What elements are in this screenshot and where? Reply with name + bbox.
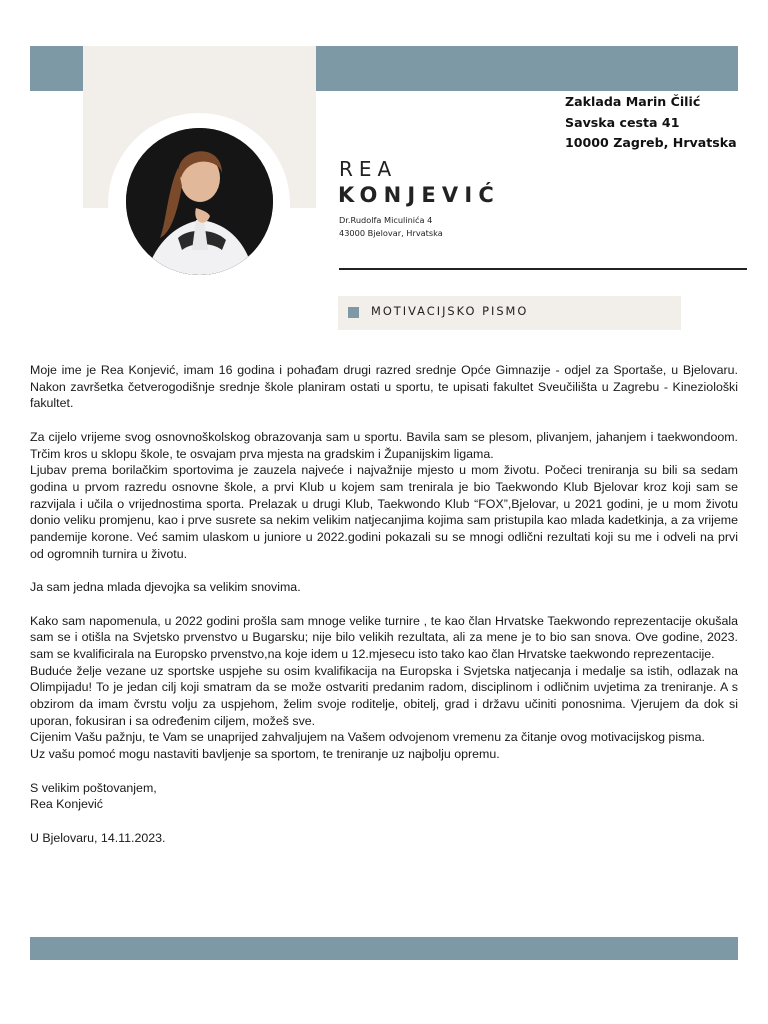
recipient-address bbox=[565, 92, 755, 154]
top-right-accent-bar bbox=[316, 46, 738, 91]
letter-body bbox=[30, 362, 738, 846]
recipient-name: Zaklada Marin Čilić bbox=[565, 94, 701, 109]
signature-name: Rea Konjević bbox=[30, 797, 104, 812]
sender-city: 43000 Bjelovar, Hrvatska bbox=[339, 227, 443, 238]
recipient-city: 10000 Zagreb, Hrvatska bbox=[565, 135, 737, 150]
profile-photo bbox=[126, 128, 273, 275]
recipient-street: Savska cesta 41 bbox=[565, 114, 680, 130]
sender-first-name: REA bbox=[339, 157, 398, 181]
sender-street: Dr.Rudolfa Miculinića 4 bbox=[339, 215, 433, 225]
section-heading-box bbox=[338, 296, 681, 330]
body-paragraph: Kako sam napomenula, u 2022 godini prošla sam mnoge velike turnire , te kao član Hrvatske Taekwondo reprezentacije okušala sam se i otišla na Svjetsko prvenstvo u Bugarsku; nije bilo velikih rezultata, ali za mene je to bio san snova. Ove godine, 2023. sam se kvalificirala na Europsko prvenstvo,na koje idem u 12.mjesecu isto tako kao član Hrvatske taekwondo reprezentacije. bbox=[30, 613, 738, 661]
square-bullet-icon bbox=[348, 307, 359, 318]
sender-address bbox=[339, 214, 443, 239]
body-paragraph: Cijenim Vašu pažnju, te Vam se unaprijed zahvaljujem na Vašem odvojenom vremenu za čitanje ovog motivacijskog pisma. bbox=[30, 730, 705, 745]
header-divider bbox=[339, 268, 747, 270]
body-paragraph: Ljubav prema borilačkim sportovima je zauzela najveće i najvažnije mjesto u mom životu. Počeci treniranja su bili sa sedam godina u prvom razredu osnovne škole, a prvi Klub u kojem sam trenirala je bio Taekwondo Klub Bjelovar kroz koji sam se razvijala i učila o vrijednostima sporta. Prelazak u drugi Klub, Taekwondo Klub “FOX”,Bjelovar, u 2021 godini, je u mom životu donio veliku promjenu, kao i prve susrete sa nekim velikim natjecanjima kojima sam pristupila kao mlada kadetkinja, a za vrijeme pandemije korone. Već samim ulaskom u juniore u 2022.godini pokazali su se mnogi odlični rezultati koji su me i odveli na prvi od ogromnih turnira u životu. bbox=[30, 463, 738, 561]
body-paragraph: Moje ime je Rea Konjević, imam 16 godina i pohađam drugi razred srednje Opće Gimnazije - odjel za Sportaše, u Bjelovaru. Nakon završetka četverogodišnje srednje škole planiram ostati u sportu, te upisati fakultet Sveučilišta u Zagrebu - Kineziološki fakultet. bbox=[30, 363, 738, 411]
closing: S velikim poštovanjem, bbox=[30, 780, 157, 795]
body-paragraph: Uz vašu pomoć mogu nastaviti bavljenje sa sportom, te treniranje uz najbolju opremu. bbox=[30, 747, 500, 762]
body-paragraph: Ja sam jedna mlada djevojka sa velikim snovima. bbox=[30, 580, 301, 595]
top-left-accent-bar bbox=[30, 46, 83, 91]
body-paragraph: Buduće želje vezane uz sportske uspjehe su osim kvalifikacija na Europska i Svjetska natjecanja i medalje sa istih, odlazak na Olimpijadu! To je jedan cilj koji smatram da se može ostvariti predanim radom, disciplinom i odličnim uvjetima za treniranje. A s obzirom da imam čvrstu volju za uspjehom, želim svoje roditelje, obitelj, grad i državu učiniti ponosnima. Vjerujem da dok si uporan, fokusiran i sa određenim ciljem, možeš sve. bbox=[30, 663, 738, 728]
place-date: U Bjelovaru, 14.11.2023. bbox=[30, 830, 166, 845]
sender-last-name: KONJEVIĆ bbox=[338, 183, 500, 207]
body-paragraph: Za cijelo vrijeme svog osnovnoškolskog obrazovanja sam u sportu. Bavila sam se plesom, plivanjem, jahanjem i taekwondoom. Trčim kros u sklopu škole, te osvajam prva mjesta na gradskim i Županijskim ligama. bbox=[30, 429, 738, 461]
bottom-accent-bar bbox=[30, 937, 738, 960]
section-title: MOTIVACIJSKO PISMO bbox=[371, 304, 529, 318]
